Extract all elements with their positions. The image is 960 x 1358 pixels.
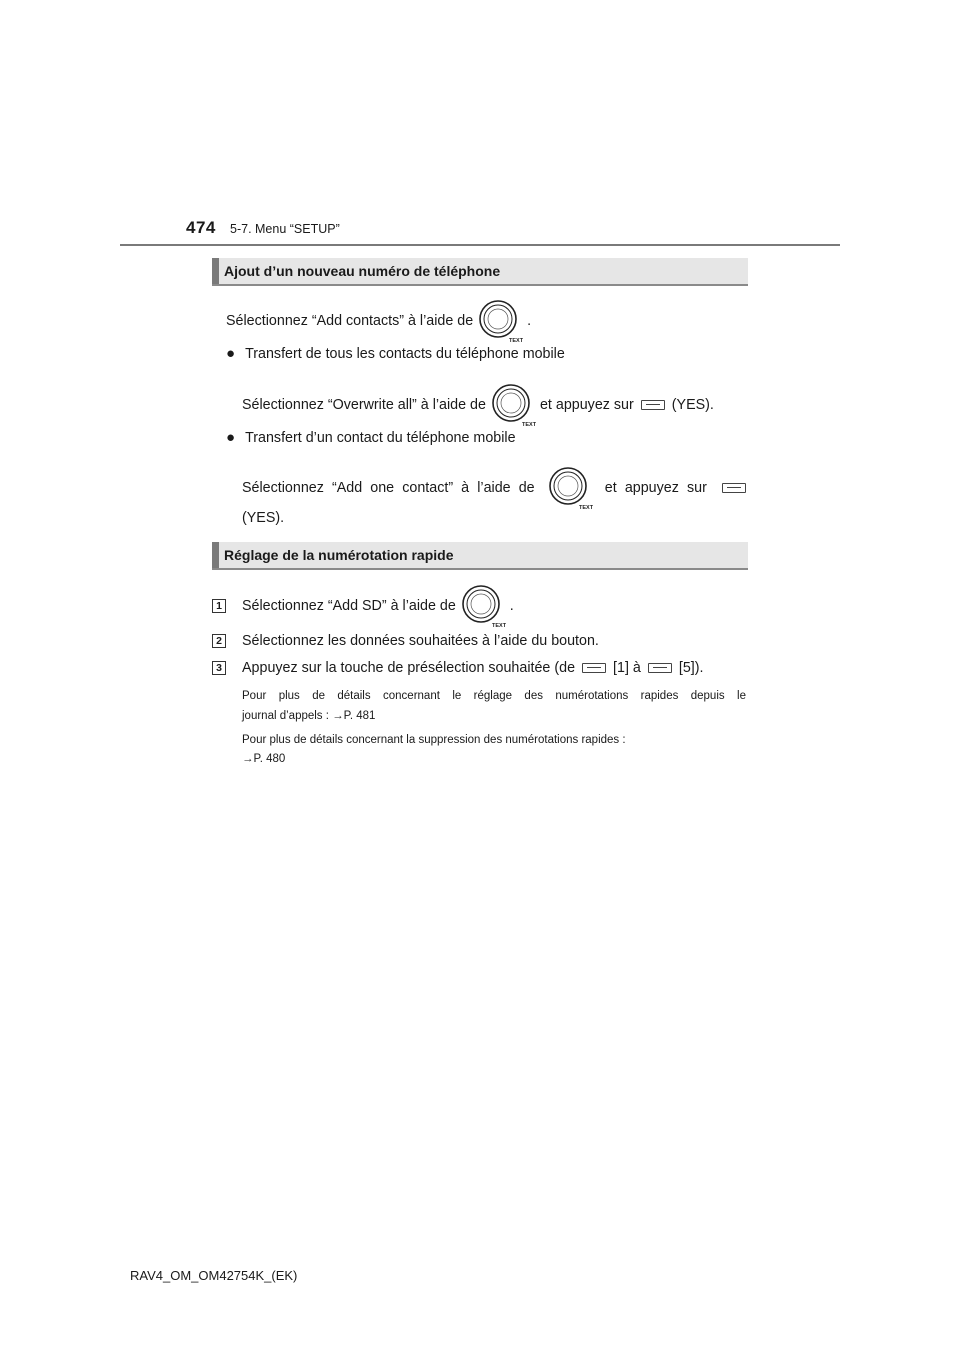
step-number-3: 3 [212, 661, 226, 675]
step-3-text: Appuyez sur la touche de présélection souhaitée (de [1] à [5]). [242, 660, 704, 676]
svg-text:TEXT: TEXT [491, 623, 506, 628]
preset-button-icon [722, 483, 746, 493]
heading-marker [212, 258, 219, 284]
preset-button-icon [641, 400, 665, 410]
note-1-line-1: Pour plus de détails concernant le réglage des numérotations rapides depuis le [242, 690, 746, 702]
page-number: 474 [186, 218, 216, 237]
section-title: Réglage de la numérotation rapide [224, 547, 454, 563]
bullet-one-contact: ● Transfert d’un contact du téléphone mobile [226, 429, 516, 446]
instruction-continuation: (YES). [242, 510, 285, 526]
bullet-icon: ● [226, 345, 236, 362]
step-number-2: 2 [212, 634, 226, 648]
preset-button-icon [582, 663, 606, 673]
instruction-overwrite-all: Sélectionnez “Overwrite all” à l’aide de TEXT et appuyez sur (YES). [242, 383, 714, 427]
document-code: RAV4_OM_OM42754K_(EK) [130, 1268, 298, 1283]
svg-text:TEXT: TEXT [521, 422, 536, 427]
preset-button-icon [648, 663, 672, 673]
tune-knob-icon [547, 434, 593, 542]
svg-text:TEXT: TEXT [578, 505, 593, 510]
header-rule [120, 244, 840, 246]
instruction-add-one-contact: Sélectionnez “Add one contact” à l’aide de TEXT et appuyez sur [242, 466, 746, 510]
step-1-text: Sélectionnez “Add SD” à l’aide de TEXT . [242, 584, 514, 628]
bullet-all-contacts: ● Transfert de tous les contacts du téléphone mobile [226, 345, 565, 362]
section-label: 5-7. Menu “SETUP” [230, 222, 340, 236]
step-number-1: 1 [212, 599, 226, 613]
note-2-line-2: →P. 480 [242, 753, 286, 765]
heading-marker [212, 542, 219, 568]
note-1-line-2: journal d’appels : →P. 481 [242, 710, 376, 722]
note-2-line-1: Pour plus de détails concernant la suppression des numérotations rapides : [242, 734, 626, 746]
section-title: Ajout d’un nouveau numéro de téléphone [224, 263, 501, 279]
step-2-text: Sélectionnez les données souhaitées à l’aide du bouton. [242, 633, 599, 649]
svg-text:TEXT: TEXT [509, 338, 524, 343]
instruction-add-contacts: Sélectionnez “Add contacts” à l’aide de TEXT . [226, 299, 531, 343]
bullet-icon: ● [226, 429, 236, 446]
